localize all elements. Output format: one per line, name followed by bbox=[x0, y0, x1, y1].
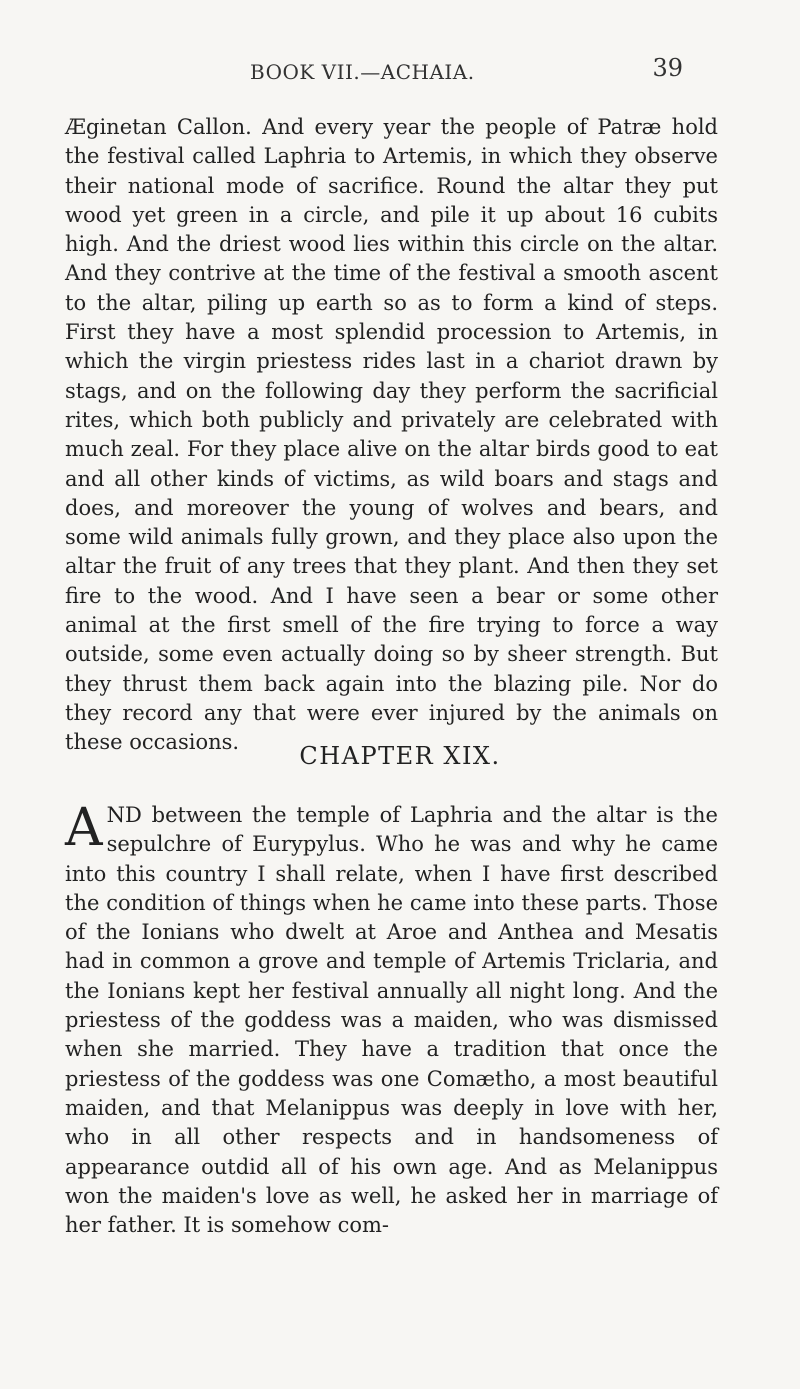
running-head: BOOK VII.—ACHAIA. bbox=[250, 60, 475, 84]
page-number: 39 bbox=[652, 54, 683, 82]
paragraph-text: between the temple of Laphria and the altar is the sepulchre of Eurypylus. Who he was and why he came into this country I shall relate, when I have first described the condition of things when he came into these parts. Those of the Ionians who dwelt at Aroe and Anthea and Mesatis had in common a grove and temple of Artemis Triclaria, and the Ionians kept her festival annually all night long. And the priestess of the goddess was a maiden, who was dismissed when she married. They have a tradition that once the priestess of the goddess was one Comætho, a most beautiful maiden, and that Melanippus was deeply in love with her, who in all other respects and in handsomeness of appearance outdid all of his own age. And as Melanippus won the maiden's love as well, he asked her in marriage of her father. It is somehow com- bbox=[65, 803, 718, 1238]
body-paragraph: Æginetan Callon. And every year the people of Patræ hold the festival called Laphria to Artemis, in which they observe their national mode of sacrifice. Round the altar they put wood yet green in a circle, and pile it up about 16 cubits high. And the driest wood lies within this circle on the altar. And they contrive at the time of the festival a smooth ascent to the altar, piling up earth so as to form a kind of steps. First they have a most splendid procession to Artemis, in which the virgin priestess rides last in a chariot drawn by stags, and on the following day they perform the sacrificial rites, which both publicly and privately are celebrated with much zeal. For they place alive on the altar birds good to eat and all other kinds of victims, as wild boars and stags and does, and moreover the young of wolves and bears, and some wild animals fully grown, and they place also upon the altar the fruit of any trees that they plant. And then they set fire to the wood. And I have seen a bear or some other animal at the first smell of the fire trying to force a way outside, some even actually doing so by sheer strength. But they thrust them back again into the blazing pile. Nor do they record any that were ever injured by the animals on these occasions. bbox=[65, 115, 718, 755]
chapter-heading: CHAPTER XIX. bbox=[299, 742, 501, 770]
chapter-opening-paragraph bbox=[65, 798, 718, 1240]
drop-cap: A bbox=[65, 798, 103, 858]
opening-small-caps: ND bbox=[106, 803, 142, 827]
